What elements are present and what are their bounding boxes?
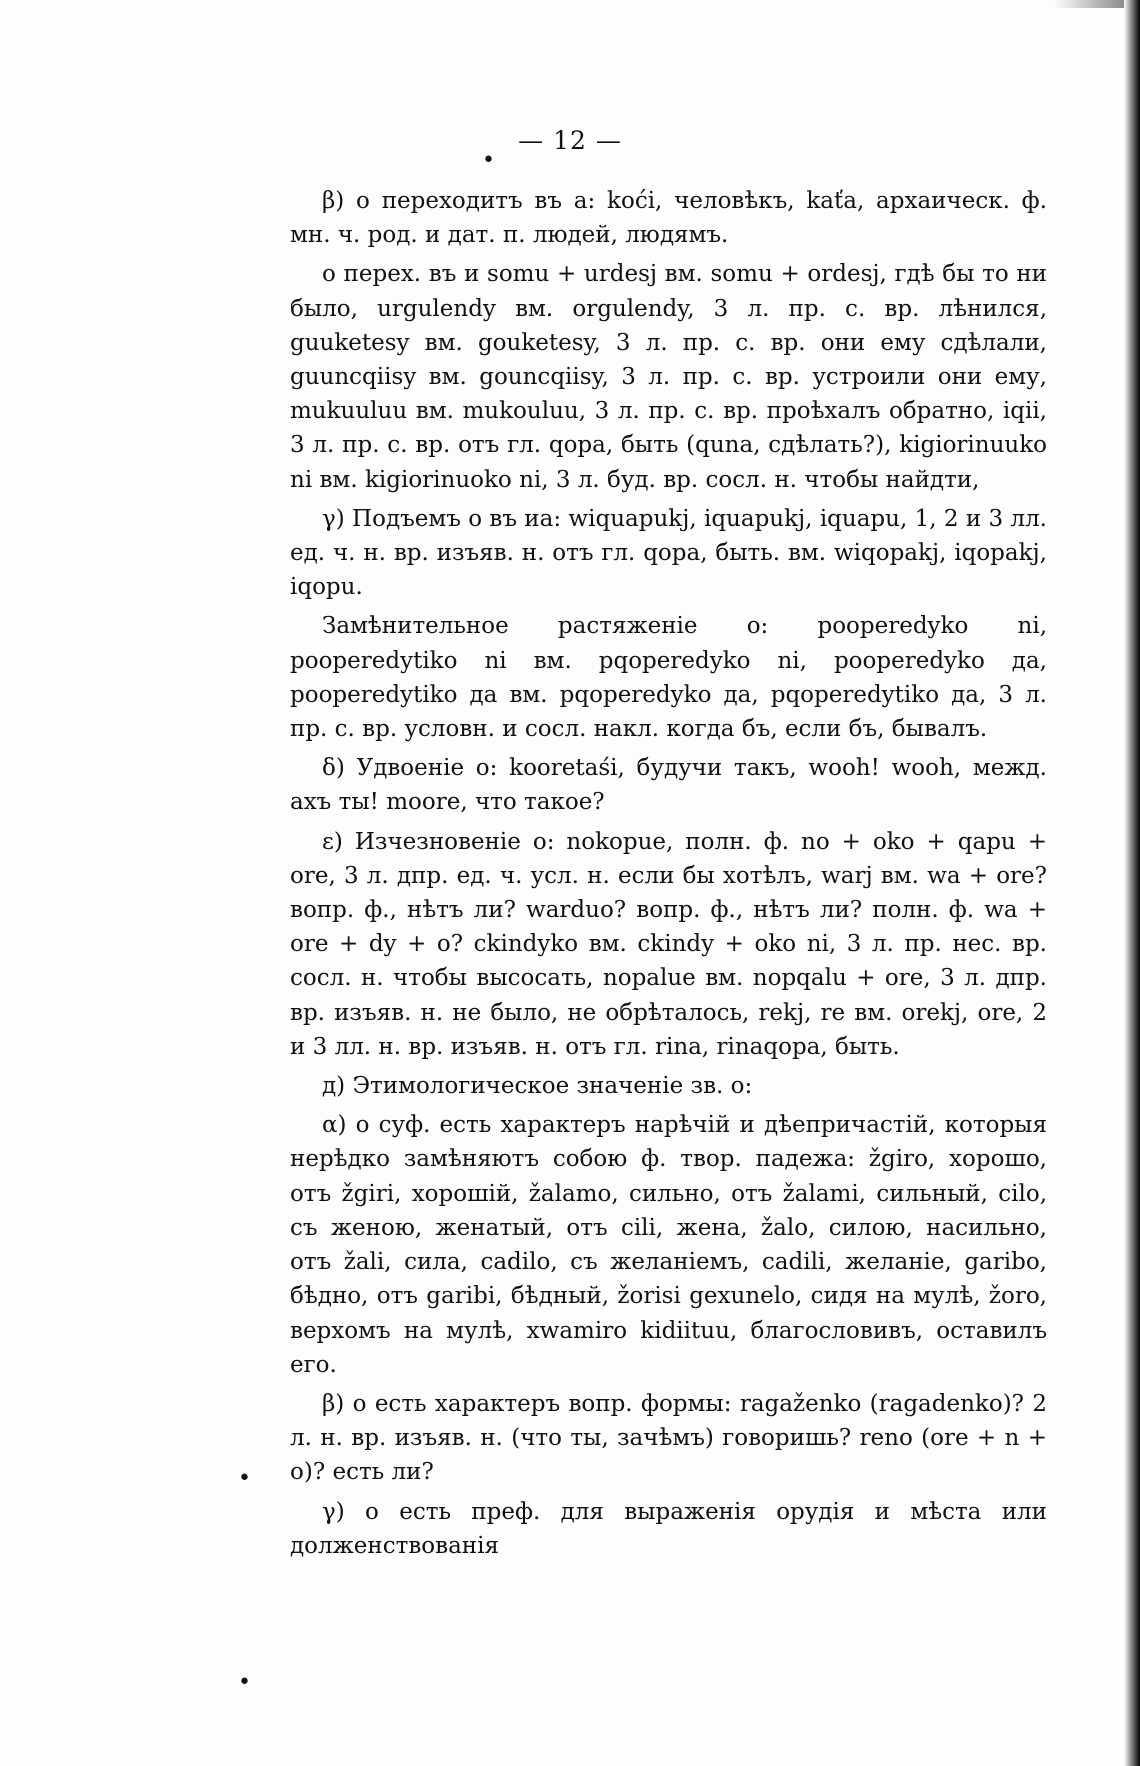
paragraph-compensatory-lengthening: Замѣнительное растяженіе о: pooperedyko ni, pooperedytiko ni вм. pqoperedyko ni, pooperedyko да, pooperedytiko да вм. pqoperedyko да, pqoperedytiko да, 3 л. пр. с. вр. условн. и сосл. накл. когда бъ, если бъ, бывалъ. (290, 613, 1047, 743)
print-speck: • (238, 1670, 251, 1695)
paragraph-gamma-raising: γ) Подъемъ о въ иа: wiquapukj, iquapukj, iquapu, 1, 2 и 3 лл. ед. ч. н. вр. изъяв. н. отъ гл. qopa, быть. вм. wiqopakj, iqopakj, iqopu. (290, 505, 1047, 601)
scan-edge-corner (1054, 0, 1124, 8)
print-speck: • (482, 148, 495, 173)
print-speck: • (238, 1466, 251, 1491)
paragraph-etymological-heading: д) Этимологическое значеніе зв. о: (322, 1073, 753, 1100)
page-body (290, 184, 1047, 1568)
paragraph-o-to-u: о перех. въ и somu + urdesj вм. somu + ordesj, гдѣ бы то ни было, urgulendy вм. orgulendy, 3 л. пр. с. вр. лѣнился, guuketesy вм. gouketesy, 3 л. пр. с. вр. они ему сдѣлали, guuncqiisy вм. gouncqiisy, 3 л. пр. с. вр. устроили они ему, mukuuluu вм. mukouluu, 3 л. пр. с. вр. проѣхалъ обратно, iqii, 3 л. пр. с. вр. отъ гл. qopa, быть (quna, сдѣлать?), kigiorinuuko ni вм. kigiorinuoko ni, 3 л. буд. вр. сосл. н. чтобы найдти, (290, 261, 1047, 493)
paragraph-delta-doubling: δ) Удвоеніе о: kooretaśi, будучи такъ, wooh! wooh, межд. ахъ ты! moore, что такое? (290, 755, 1047, 816)
paragraph-beta-o-to-a: β) о переходитъ въ а: koći, человѣкъ, kaťa, архаическ. ф. мн. ч. род. и дат. п. людей, людямъ. (290, 188, 1047, 249)
paragraph-beta-question-form: β) о есть характеръ вопр. формы: ragaženko (ragadenko)? 2 л. н. вр. изъяв. н. (что ты, зачѣмъ) говоришь? reno (ore + n + o)? есть ли? (290, 1390, 1047, 1486)
paragraph-alpha-suffix: α) о суф. есть характеръ нарѣчій и дѣепричастій, которыя нерѣдко замѣняютъ собою ф. твор. падежа: žgiro, хорошо, отъ žgiri, хорошій, žalamo, сильно, отъ žalami, сильный, cilo, съ женою, женатый, отъ cili, жена, žalo, силою, насильно, отъ žali, сила, cadilo, съ желаніемъ, cadili, желаніе, garibo, бѣдно, отъ garibi, бѣдный, žorisi gexunelo, сидя на мулѣ, žoro, верхомъ на мулѣ, xwamiro kidiituu, благословивъ, оставилъ его. (290, 1112, 1047, 1378)
paragraph-epsilon-disappearance: ε) Изчезновеніе о: nokopue, полн. ф. no + oko + qapu + ore, 3 л. дпр. ед. ч. усл. н. если бы хотѣлъ, warj вм. wa + ore? вопр. ф., нѣтъ ли? warduo? вопр. ф., нѣтъ ли? полн. ф. wa + ore + dy + o? ckindyko вм. ckindy + oko ni, 3 л. пр. нес. вр. сосл. н. чтобы высосать, nopalue вм. nopqalu + ore, 3 л. дпр. вр. изъяв. н. не было, не обрѣталось, rekj, re вм. orekj, ore, 2 и 3 лл. н. вр. изъяв. н. отъ гл. rina, rinaqopa, быть. (290, 828, 1047, 1060)
paragraph-gamma-prefix: γ) о есть преф. для выраженія орудія и мѣста или долженствованія (290, 1498, 1047, 1559)
page-number: — 12 — (518, 126, 622, 155)
scan-edge-shadow (1124, 0, 1140, 1766)
